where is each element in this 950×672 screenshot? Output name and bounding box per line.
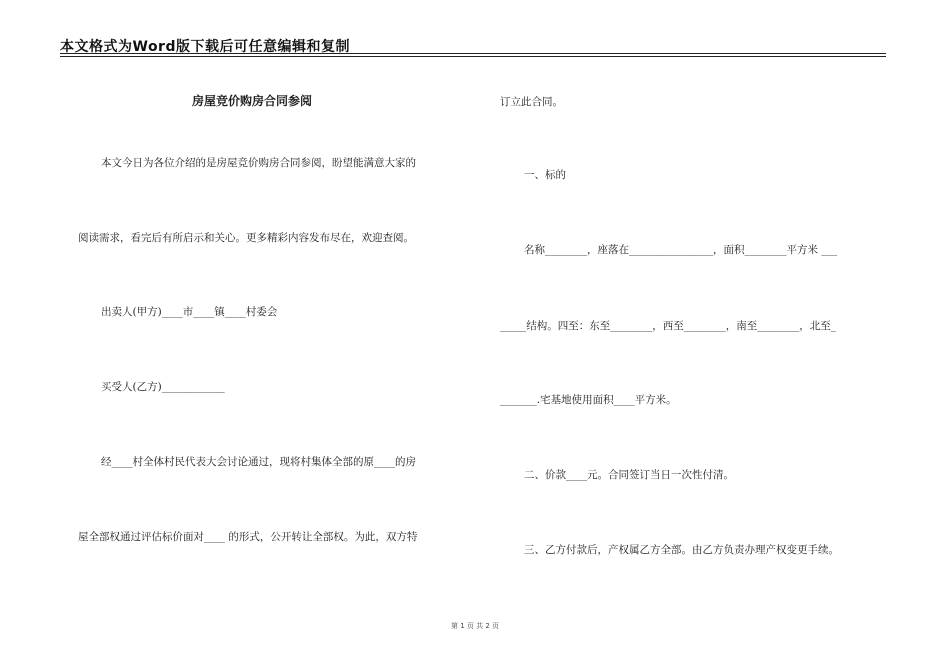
right-paragraph-property-name: 名称________，座落在________________，面积________平方米 ___ bbox=[524, 244, 838, 256]
left-paragraph-buyer: 买受人(乙方)____________ bbox=[101, 381, 225, 393]
right-paragraph-land-area: _______.宅基地使用面积____平方米。 bbox=[500, 394, 677, 406]
right-section-ownership: 三、乙方付款后，产权属乙方全部。由乙方负责办理产权变更手续。 bbox=[524, 544, 839, 556]
right-section-price: 二、价款____元。合同签订当日一次性付清。 bbox=[524, 469, 734, 481]
document-title: 房屋竞价购房合同参阅 bbox=[192, 94, 313, 108]
left-paragraph-body-1: 经____村全体村民代表大会讨论通过，现将村集体全部的原____的房 bbox=[101, 456, 416, 468]
page-indicator: 第 1 页 共 2 页 bbox=[450, 622, 500, 630]
header-rule bbox=[60, 53, 886, 54]
left-paragraph-seller: 出卖人(甲方)____市____镇____村委会 bbox=[101, 306, 278, 318]
left-paragraph-intro-2: 阅读需求，看完后有所启示和关心。更多精彩内容发布尽在，欢迎查阅。 bbox=[78, 232, 414, 244]
left-paragraph-intro-1: 本文今日为各位介绍的是房屋竞价购房合同参阅，盼望能满意大家的 bbox=[101, 157, 416, 169]
right-paragraph-continuation: 订立此合同。 bbox=[500, 96, 563, 108]
left-paragraph-body-2: 屋全部权通过评估标价面对____ 的形式，公开转让全部权。为此，双方特 bbox=[78, 531, 418, 543]
right-section-heading-subject: 一、标的 bbox=[524, 169, 566, 181]
header-rule-secondary bbox=[60, 56, 886, 57]
header-banner: 本文格式为Word版下载后可任意编辑和复制 bbox=[60, 39, 350, 55]
right-paragraph-structure: _____结构。四至：东至________，西至________，南至________，北至_ bbox=[500, 320, 836, 332]
